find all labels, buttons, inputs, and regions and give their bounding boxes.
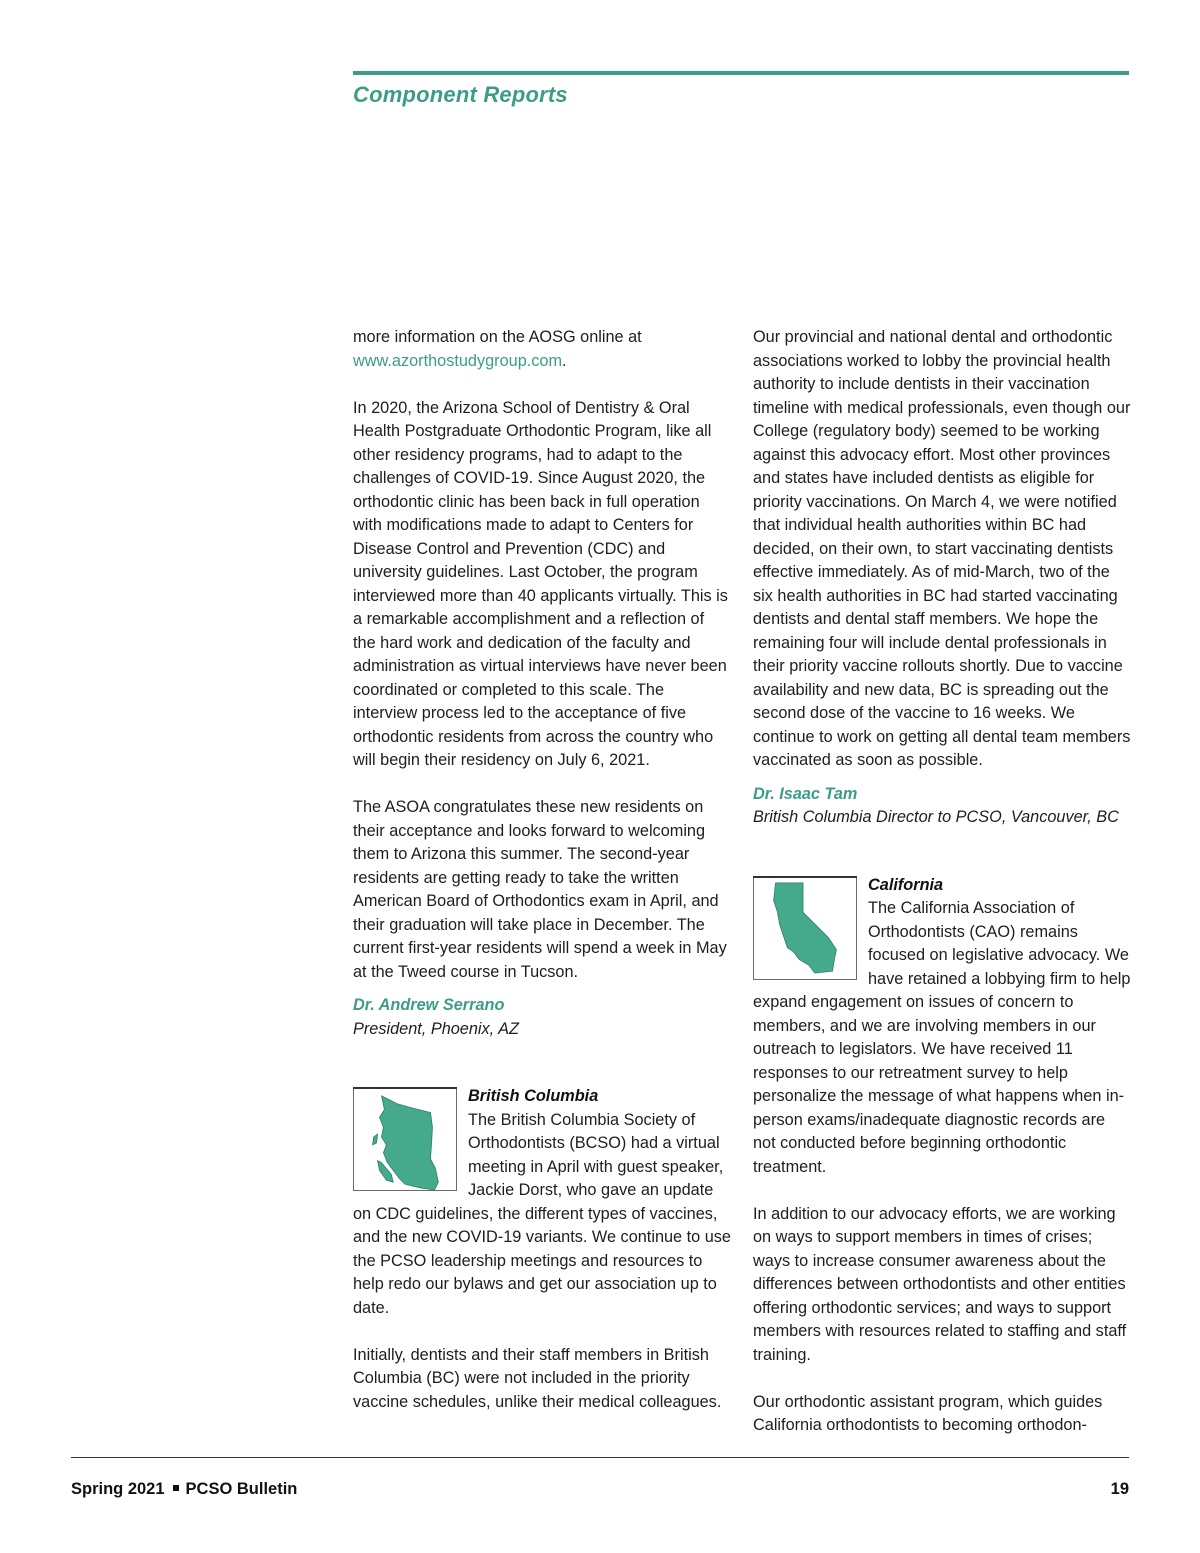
author-name: Dr. Andrew Serrano	[353, 996, 505, 1014]
author-name-bc: Dr. Isaac Tam	[753, 784, 858, 803]
bc-heading: British Columbia	[468, 1087, 599, 1105]
bc-section	[353, 1085, 731, 1414]
residents-paragraph: The ASOA congratulates these new residents on their acceptance and looks forward to welcoming them to Arizona this summer. The second-year residents are getting ready to take the written American Board of Orthodontics exam in April, and their graduation will take place in December. The current first-year residents will spend a week in May at the Tweed course in Tucson.	[353, 798, 727, 981]
left-column	[353, 326, 731, 1438]
footer-season: Spring 2021	[71, 1480, 165, 1498]
author-signature	[353, 994, 731, 1041]
section-title: Component Reports	[353, 82, 568, 107]
bc-paragraph-1: The British Columbia Society of Orthodontists (BCSO) had a virtual meeting in April with guest speaker, Jackie Dorst, who gave an update on CDC guidelines, the different types of vaccines, and the new COVID-19 variants. We continue to use the PCSO leadership meetings and resources to help redo our bylaws and get our association up to date.	[353, 1110, 731, 1317]
ca-paragraph-3: Our orthodontic assistant program, which guides California orthodontists to becoming orthodon-	[753, 1392, 1103, 1434]
footer-rule	[71, 1457, 1129, 1458]
footer-title: PCSO Bulletin	[185, 1480, 298, 1498]
author-role-bc: British Columbia Director to PCSO, Vancouver, BC	[753, 808, 1119, 826]
ca-paragraph-1: The California Association of Orthodontists (CAO) remains focused on legislative advocacy. We have retained a lobbying firm to help expand engagement on issues of concern to members, and we are involving members in our outreach to legislators. We have received 11 responses to our retreatment survey to help personalize the message of what happens when in-person exams/inadequate diagnostic records are not conducted before beginning orthodontic treatment.	[753, 899, 1131, 1176]
california-map-graphic	[754, 877, 856, 979]
ca-heading: California	[868, 875, 944, 894]
aosg-paragraph: more information on the AOSG online at www.azorthostudygroup.com.	[353, 328, 642, 370]
aosg-website-link[interactable]: www.azorthostudygroup.com	[353, 351, 563, 370]
footer-separator-icon	[173, 1485, 179, 1491]
vaccine-lobby-paragraph: Our provincial and national dental and orthodontic associations worked to lobby the provincial health authority to include dentists in their vaccination timeline with medical professionals, even though our College (regulatory body) seemed to be working against this advocacy effort. Most other provinces and states have included dentists as eligible for priority vaccinations. On March 4, we were notified that individual health authorities within BC had decided, on their own, to start vaccinating dentists effective immediately. As of mid-March, two of the six health authorities in BC had started vaccinating dentists and dental staff members. We hope the remaining four will include dental professionals in their priority vaccine rollouts shortly. Due to vaccine availability and new data, BC is spreading out the second dose of the vaccine to 16 weeks. We continue to work on getting all dental team members vaccinated as soon as possible.	[753, 328, 1131, 769]
header-rule	[353, 71, 1129, 75]
british-columbia-map-graphic	[354, 1088, 456, 1190]
ca-paragraph-2: In addition to our advocacy efforts, we are working on ways to support members in times of crises; ways to increase consumer awareness about the differences between orthodontists and other entities offering orthodontic services; and ways to support members with resources related to staffing and staff training.	[753, 1204, 1127, 1364]
footer-publication	[71, 1480, 297, 1499]
british-columbia-map-icon	[353, 1087, 457, 1191]
california-map-icon	[753, 876, 857, 980]
author-role: President, Phoenix, AZ	[353, 1019, 519, 1038]
ca-section	[753, 874, 1131, 1438]
page-number: 19	[1110, 1480, 1129, 1498]
right-column	[753, 326, 1131, 1461]
bc-paragraph-2: Initially, dentists and their staff members in British Columbia (BC) were not included in the priority vaccine schedules, unlike their medical colleagues.	[353, 1345, 722, 1411]
residency-paragraph: In 2020, the Arizona School of Dentistry & Oral Health Postgraduate Orthodontic Program, like all other residency programs, had to adapt to the challenges of COVID-19. Since August 2020, the orthodontic clinic has been back in full operation with modifications made to adapt to Centers for Disease Control and Prevention (CDC) and university guidelines. Last October, the program interviewed more than 40 applicants virtually. This is a remarkable accomplishment and a reflection of the hard work and dedication of the faculty and administration as virtual interviews have never been coordinated or completed to this scale. The interview process led to the acceptance of five orthodontic residents from across the country who will begin their residency on July 6, 2021.	[353, 398, 728, 769]
author-signature-bc	[753, 783, 1131, 830]
